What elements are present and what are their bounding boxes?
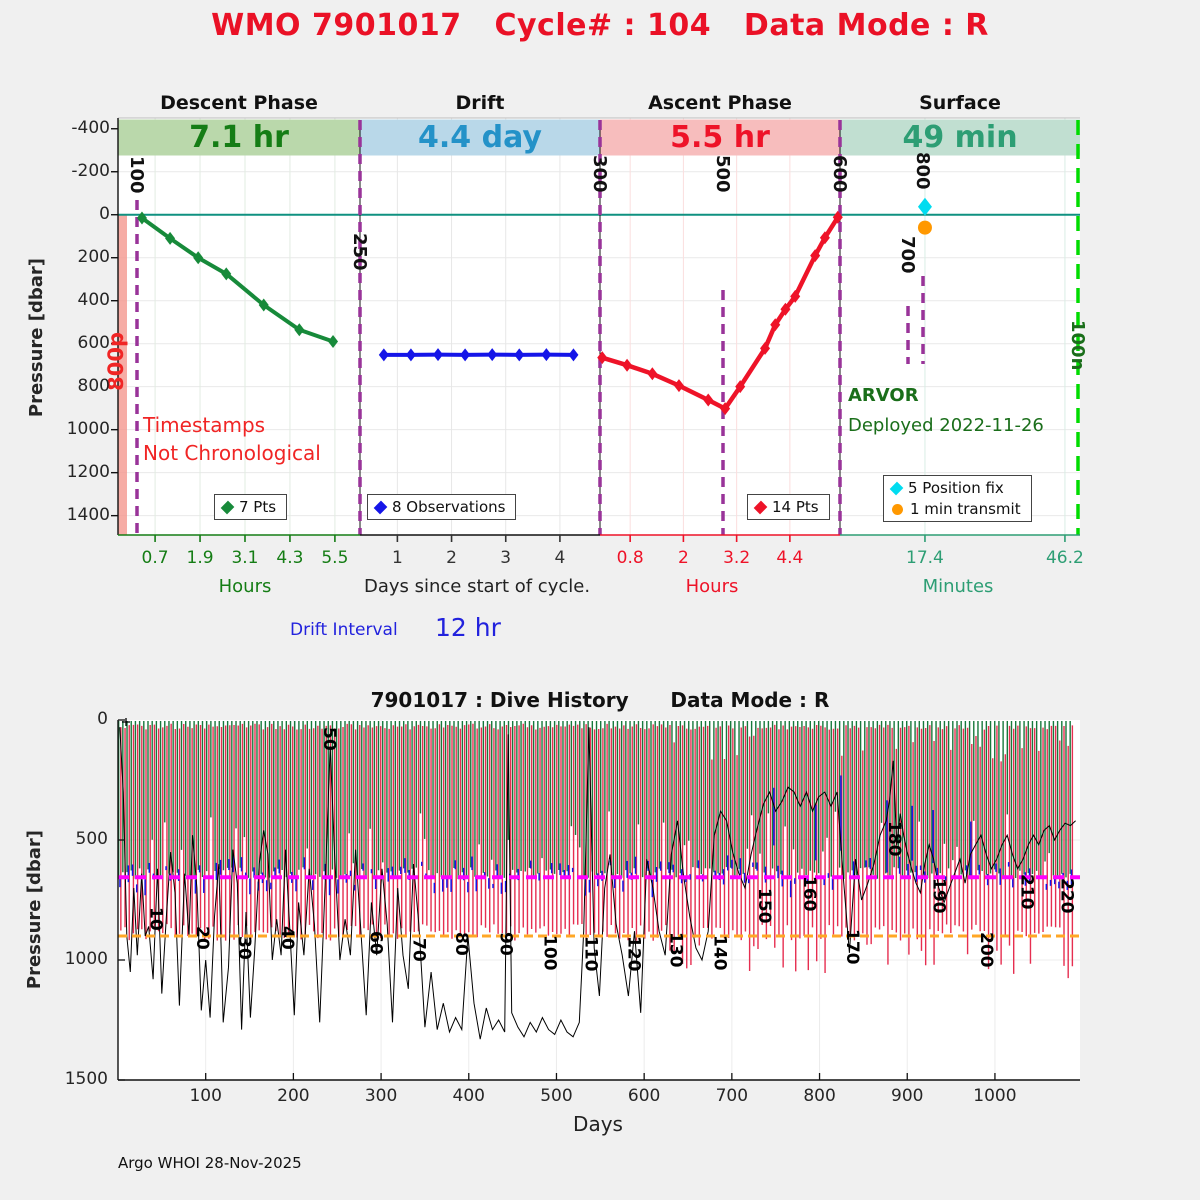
drift-x-axis-label: Days since start of cycle. [363,576,591,597]
diamond-swatch-icon [221,500,235,514]
legend-row [756,498,819,516]
cycle-number-label: 90 [495,932,516,957]
x-tick-label: 2 [446,548,457,568]
y-tick-label: -400 [71,117,110,138]
legend-row [223,498,276,516]
deployed-date-label: Deployed 2022-11-26 [848,415,1044,436]
diamond-swatch-icon [890,481,904,495]
x-tick-label: 17.4 [906,548,944,568]
duration-drift: 4.4 day [418,120,542,155]
phase-title-surface: Surface [919,92,1001,114]
x-tick-label: 900 [891,1086,924,1106]
timestamp-marker-label: 800 [912,152,933,190]
y-tick-label: 600 [77,332,110,353]
float-type-label: ARVOR [848,385,919,406]
cycle-number-label: 160 [798,876,819,912]
x-tick-label: 2 [677,548,689,568]
cycle-number-label: 110 [580,936,601,972]
circle-swatch-icon [892,504,903,515]
cycle-number-label: 100 [539,934,560,971]
timestamps-warning-line2: Not Chronological [143,441,321,465]
legend-drift [367,494,516,520]
cycle-number-label: 10 [145,907,166,931]
cycle-number-label: 120 [623,936,644,972]
legend-row [892,500,1021,518]
timestamp-marker-label: 300 [589,155,610,193]
legend-label: 1 min transmit [910,500,1021,518]
timestamps-warning-line1: Timestamps [143,413,266,437]
bottom-x-axis-label: Days [573,1112,623,1136]
x-tick-label: 500 [540,1086,573,1106]
cycle-number-label: 60 [365,931,386,955]
cycle-number-label: 20 [192,926,213,951]
duration-descent: 7.1 hr [189,120,289,155]
legend-label: 7 Pts [239,498,277,516]
cycle-number-label: 220 [1056,878,1077,914]
x-tick-label: 600 [627,1086,661,1106]
x-tick-label: 0.8 [616,548,644,568]
main-title: WMO 7901017 Cycle# : 104 Data Mode : R [211,8,989,43]
cycle-number-label: 50 [319,727,340,751]
cycle-number-label: 190 [928,878,949,914]
legend-ascent [747,494,830,520]
diamond-swatch-icon [374,500,388,514]
x-tick-label: 0.7 [141,548,169,568]
legend-label: 14 Pts [772,498,819,516]
cycle-number-label: 80 [450,932,471,957]
cycle-number-label: 70 [408,938,429,963]
timestamp-marker-label: 250 [349,233,370,271]
legend-descent [214,494,287,520]
duration-surface: 49 min [902,120,1018,155]
x-tick-label: 46.2 [1045,548,1084,568]
y-tick-label: 1000 [66,418,110,439]
x-tick-label: 200 [277,1086,310,1106]
y-tick-label: 0 [97,709,108,729]
park-pressure-label: 800p [104,332,128,391]
x-tick-label: 300 [364,1086,398,1106]
surface-x-axis-label: Minutes [922,576,994,597]
ascent-x-axis-label: Hours [685,576,739,597]
cycle-number-label: 140 [709,934,730,971]
cycle-number-label: 170 [841,928,862,965]
diamond-swatch-icon [754,500,768,514]
dive-history-title: 7901017 : Dive History Data Mode : R [370,688,830,712]
drift-interval-value: 12 hr [435,613,501,642]
duration-ascent: 5.5 hr [670,120,770,155]
cycle-number-label: 180 [883,820,904,857]
x-tick-label: 100 [189,1086,222,1106]
y-tick-label: 200 [77,246,110,267]
legend-row [376,498,505,516]
top-y-axis-label: Pressure [dbar] [26,258,47,418]
x-tick-label: 400 [452,1086,485,1106]
timestamp-marker-label: 700 [897,236,918,274]
legend-row [892,479,1021,497]
x-tick-label: 800 [803,1086,836,1106]
x-tick-label: 4.3 [276,548,304,568]
x-tick-label: 4 [554,548,566,568]
timestamp-marker-label: 100n [1067,320,1088,371]
y-tick-label: 1000 [64,949,108,969]
x-tick-label: 1 [391,548,403,568]
x-tick-label: 4.4 [776,548,804,568]
y-tick-label: 1400 [66,504,110,525]
x-tick-label: 1.9 [186,548,214,568]
x-tick-label: 3.1 [231,548,259,568]
x-tick-label: 700 [715,1086,749,1106]
legend-label: 8 Observations [392,498,506,516]
footer-credit: Argo WHOI 28-Nov-2025 [118,1154,302,1172]
cycle-number-label: 130 [665,932,686,968]
cycle-number-label: 150 [754,888,775,924]
x-tick-label: 5.5 [321,548,349,568]
x-tick-label: 3.2 [723,548,751,568]
legend-label: 5 Position fix [908,479,1004,497]
timestamp-marker-label: 600 [829,155,850,193]
cycle-number-label: 40 [277,926,298,951]
legend-surface [883,475,1032,522]
drift-interval-label: Drift Interval [290,620,398,640]
x-tick-label: 3 [500,548,512,568]
cycle-number-label: 210 [1016,873,1037,910]
phase-title-drift: Drift [455,92,505,114]
y-tick-label: 800 [77,375,110,396]
timestamp-marker-label: 500 [712,155,733,193]
y-tick-label: 500 [75,829,108,849]
phase-title-descent: Descent Phase [160,92,318,114]
y-tick-label: 1200 [66,461,110,482]
descent-x-axis-label: Hours [218,576,272,597]
phase-title-ascent: Ascent Phase [648,92,792,114]
x-tick-label: 1000 [973,1086,1017,1106]
y-tick-label: 0 [99,203,110,224]
y-tick-label: 400 [77,289,110,310]
cycle-number-label: 200 [976,932,997,968]
y-tick-label: 1500 [64,1069,108,1089]
cycle-number-label: 30 [234,936,255,960]
bottom-y-axis-label: Pressure [dbar] [24,830,45,990]
timestamp-marker-label: 100 [126,156,147,194]
y-tick-label: -200 [71,160,110,181]
